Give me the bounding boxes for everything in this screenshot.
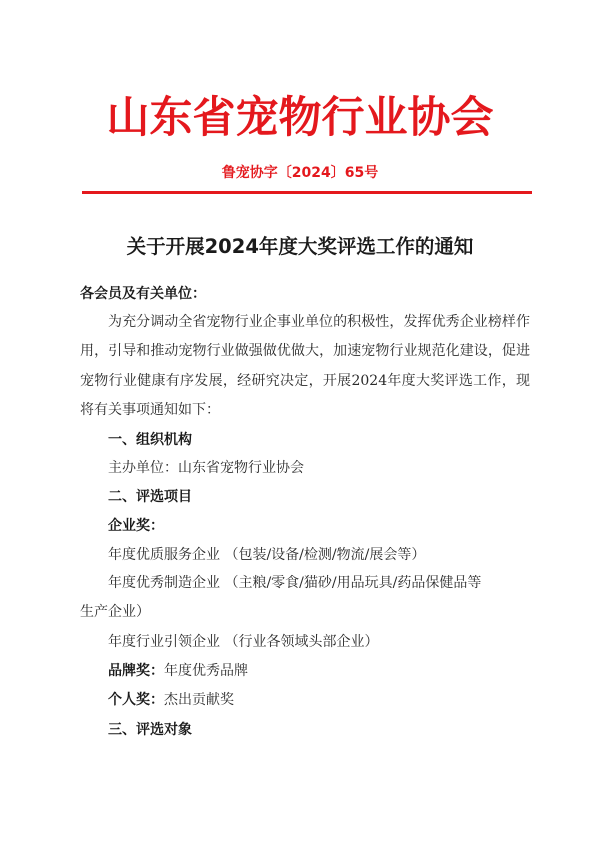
intro-paragraph: 为充分调动全省宠物行业企事业单位的积极性，发挥优秀企业榜样作用，引导和推动宠物行业做强做优做大，加速宠物行业规范化建设，促进宠物行业健康有序发展，经研究决定，开展2024年度大奖评选工作，现将有关事项通知如下： bbox=[80, 314, 530, 419]
section-2-heading: 二、评选项目 bbox=[108, 489, 192, 505]
brand-award-label: 品牌奖： bbox=[108, 663, 164, 679]
personal-award-line bbox=[108, 690, 234, 710]
brand-award-value: 年度优秀品牌 bbox=[164, 663, 248, 679]
notice-title: 关于开展2024年度大奖评选工作的通知 bbox=[126, 235, 474, 258]
award-excellent-manufacturing-line1: 年度优秀制造企业 （主粮/零食/猫砂/用品玩具/药品保健品等 bbox=[108, 575, 482, 591]
award-quality-service: 年度优质服务企业 （包装/设备/检测/物流/展会等） bbox=[108, 547, 426, 563]
enterprise-award-label: 企业奖： bbox=[108, 518, 164, 534]
award-excellent-manufacturing bbox=[80, 569, 530, 627]
section-1-heading: 一、组织机构 bbox=[108, 432, 192, 448]
brand-award-line bbox=[108, 661, 248, 681]
organizer-line: 主办单位：山东省宠物行业协会 bbox=[108, 460, 304, 476]
personal-award-label: 个人奖： bbox=[108, 692, 164, 708]
award-industry-leader: 年度行业引领企业 （行业各领域头部企业） bbox=[108, 634, 379, 650]
org-title: 山东省宠物行业协会 bbox=[106, 93, 494, 143]
section-3-heading: 三、评选对象 bbox=[108, 722, 192, 738]
award-excellent-manufacturing-line2: 生产企业） bbox=[80, 604, 150, 620]
red-divider-line bbox=[82, 191, 532, 194]
document-number: 鲁宠协字〔2024〕65号 bbox=[221, 165, 379, 181]
personal-award-value: 杰出贡献奖 bbox=[164, 692, 234, 708]
salutation: 各会员及有关单位： bbox=[80, 286, 206, 302]
